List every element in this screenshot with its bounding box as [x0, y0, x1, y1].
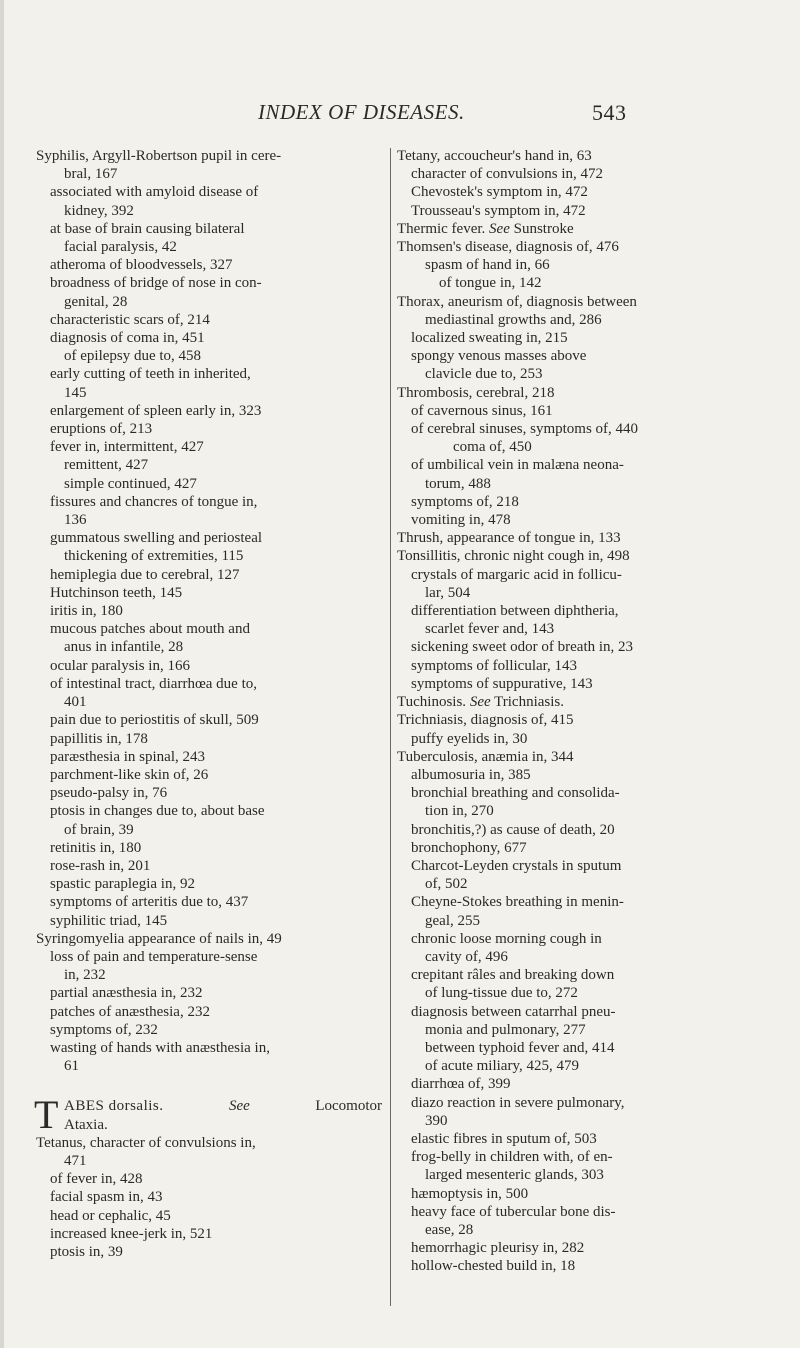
index-entry: of cerebral sinuses, symptoms of, 440	[411, 421, 639, 438]
tabes-line	[64, 1097, 382, 1115]
trichinosis-heading: Tuchinosis.	[397, 694, 467, 711]
index-entry: pseudo-palsy in, 76	[50, 785, 168, 802]
index-entry: spastic paraplegia in, 92	[50, 876, 195, 893]
index-entry: Hutchinson teeth, 145	[50, 584, 183, 601]
index-entry: spasm of hand in, 66	[425, 257, 550, 274]
index-entry: of acute miliary, 425, 479	[425, 1058, 579, 1075]
index-entry: of tongue in, 142	[439, 275, 542, 292]
index-entry: loss of pain and temperature-sense	[50, 948, 258, 965]
index-entry: monia and pulmonary, 277	[425, 1021, 586, 1038]
index-entry-thermic	[397, 220, 744, 238]
index-entry: Syringomyelia appearance of nails in, 49	[36, 930, 282, 947]
index-entry: scarlet fever and, 143	[425, 621, 555, 638]
index-entry: tion in, 270	[425, 803, 494, 820]
index-entry: 401	[64, 694, 87, 711]
index-entry: ocular paralysis in, 166	[50, 657, 190, 674]
see-reference: See	[489, 220, 510, 237]
index-entry: mediastinal growths and, 286	[425, 311, 602, 328]
index-entry: of cavernous sinus, 161	[411, 402, 553, 419]
index-entry: symptoms of, 232	[50, 1021, 158, 1038]
index-entry: wasting of hands with anæsthesia in,	[50, 1039, 270, 1056]
index-entry: facial paralysis, 42	[64, 239, 177, 256]
page-number: 543	[592, 100, 627, 125]
index-entry: of epilepsy due to, 458	[64, 348, 202, 365]
index-entry: torum, 488	[425, 475, 491, 492]
index-entry: Syphilis, Argyll-Robertson pupil in cere-	[36, 148, 282, 164]
index-entry: 390	[425, 1112, 448, 1129]
index-entry: simple continued, 427	[64, 475, 197, 492]
index-entry: symptoms of follicular, 143	[411, 657, 578, 674]
index-entry: bronchial breathing and consolida-	[411, 785, 620, 802]
index-entry: atheroma of bloodvessels, 327	[50, 257, 233, 274]
index-entry: gummatous swelling and periosteal	[50, 530, 263, 547]
index-entry: clavicle due to, 253	[425, 366, 543, 383]
index-entry: syphilitic triad, 145	[50, 912, 168, 929]
index-entry: of fever in, 428	[50, 1171, 143, 1188]
see-reference: See	[469, 694, 491, 711]
index-entry: papillitis in, 178	[50, 730, 148, 747]
index-entry: in, 232	[64, 967, 106, 984]
header-title: INDEX OF DISEASES.	[258, 100, 465, 124]
index-entry: diagnosis of coma in, 451	[50, 330, 205, 347]
index-entry: bronchophony, 677	[411, 839, 527, 856]
running-header	[258, 100, 648, 125]
index-entry: ease, 28	[425, 1221, 474, 1238]
index-entry: symptoms of suppurative, 143	[411, 675, 593, 692]
index-entry: of, 502	[425, 876, 468, 893]
index-entry: Thrush, appearance of tongue in, 133	[397, 530, 621, 547]
index-entry: increased knee-jerk in, 521	[50, 1225, 213, 1242]
index-entry: Ataxia.	[64, 1116, 108, 1133]
index-entry: remittent, 427	[64, 457, 149, 474]
index-entry: anus in infantile, 28	[64, 639, 184, 656]
index-entry: localized sweating in, 215	[411, 330, 568, 347]
index-entry: associated with amyloid disease of	[50, 184, 259, 201]
index-entry: cavity of, 496	[425, 948, 508, 965]
index-entry: 61	[64, 1058, 79, 1075]
index-entry: geal, 255	[425, 912, 480, 929]
index-entry: character of convulsions in, 472	[411, 166, 604, 183]
index-entry: larged mesenteric glands, 303	[425, 1167, 604, 1184]
index-entry: Cheyne-Stokes breathing in menin-	[411, 894, 624, 911]
index-entry: chronic loose morning cough in	[411, 930, 602, 947]
index-entry: 145	[64, 384, 87, 401]
index-entry: of brain, 39	[64, 821, 134, 838]
index-entry: hemorrhagic pleurisy in, 282	[411, 1240, 585, 1257]
index-entry: crystals of margaric acid in follicu-	[411, 566, 622, 583]
index-entry: hæmoptysis in, 500	[411, 1185, 529, 1202]
cross-reference: Locomotor	[315, 1098, 382, 1115]
index-entry: of umbilical vein in malæna neona-	[411, 457, 624, 474]
index-entry: fever in, intermittent, 427	[50, 439, 204, 456]
index-entry: Chevostek's symptom in, 472	[411, 184, 588, 201]
index-entry: thickening of extremities, 115	[64, 548, 244, 565]
index-entry-trichinosis	[397, 693, 744, 711]
cross-reference: Sunstroke	[513, 220, 574, 237]
column-divider	[390, 148, 391, 1306]
index-entry: ptosis in, 39	[50, 1243, 123, 1260]
thermic-heading: Thermic fever.	[397, 220, 486, 237]
index-entry: sickening sweet odor of breath in, 23	[411, 639, 634, 656]
index-entry: rose-rash in, 201	[50, 857, 151, 874]
index-entry: head or cephalic, 45	[50, 1207, 171, 1224]
index-entry: elastic fibres in sputum of, 503	[411, 1130, 597, 1147]
index-entry: Thomsen's disease, diagnosis of, 476	[397, 239, 619, 256]
index-entry: partial anæsthesia in, 232	[50, 985, 203, 1002]
index-entry: symptoms of arteritis due to, 437	[50, 894, 249, 911]
index-entry: hollow-chested build in, 18	[411, 1258, 576, 1275]
index-entry: parchment-like skin of, 26	[50, 766, 209, 783]
drop-cap: T	[34, 1092, 59, 1138]
left-column	[36, 147, 382, 1261]
index-entry: paræsthesia in spinal, 243	[50, 748, 205, 765]
index-entry: Tuberculosis, anæmia in, 344	[397, 748, 574, 765]
index-entry: 471	[64, 1152, 87, 1169]
index-entry: of intestinal tract, diarrhœa due to,	[50, 675, 258, 692]
index-entry: pain due to periostitis of skull, 509	[50, 712, 259, 729]
index-entry: symptoms of, 218	[411, 493, 519, 510]
index-entry: Thorax, aneurism of, diagnosis between	[397, 293, 637, 310]
cross-reference: Trichniasis.	[494, 694, 564, 711]
index-entry: mucous patches about mouth and	[50, 621, 250, 638]
tabes-heading: ABES dorsalis.	[64, 1098, 164, 1115]
index-entry: Tetany, accoucheur's hand in, 63	[397, 148, 592, 164]
index-entry: coma of, 450	[453, 439, 532, 456]
see-reference: See	[229, 1098, 250, 1115]
index-entry: Thrombosis, cerebral, 218	[397, 384, 555, 401]
index-entry: crepitant râles and breaking down	[411, 967, 615, 984]
index-entry: Trichniasis, diagnosis of, 415	[397, 712, 574, 729]
index-entry: lar, 504	[425, 584, 471, 601]
index-entry: vomiting in, 478	[411, 512, 511, 529]
index-entry: eruptions of, 213	[50, 421, 153, 438]
index-entry: of lung-tissue due to, 272	[425, 985, 578, 1002]
index-entry: Charcot-Leyden crystals in sputum	[411, 857, 622, 874]
index-entry: spongy venous masses above	[411, 348, 587, 365]
letter-gap	[36, 1075, 382, 1097]
index-entry: puffy eyelids in, 30	[411, 730, 528, 747]
index-entry: Tetanus, character of convulsions in,	[36, 1134, 256, 1151]
index-entry: facial spasm in, 43	[50, 1189, 163, 1206]
index-entry: genital, 28	[64, 293, 128, 310]
index-entry: bral, 167	[64, 166, 118, 183]
page-edge	[0, 0, 4, 1348]
index-entry: albumosuria in, 385	[411, 766, 531, 783]
index-entry: at base of brain causing bilateral	[50, 220, 245, 237]
index-entry: 136	[64, 512, 87, 529]
index-entry: Trousseau's symptom in, 472	[411, 202, 586, 219]
index-entry: diagnosis between catarrhal pneu-	[411, 1003, 616, 1020]
index-entry: patches of anæsthesia, 232	[50, 1003, 210, 1020]
index-entry: early cutting of teeth in inherited,	[50, 366, 251, 383]
index-entry: diazo reaction in severe pulmonary,	[411, 1094, 625, 1111]
index-entry: hemiplegia due to cerebral, 127	[50, 566, 240, 583]
index-entry: differentiation between diphtheria,	[411, 603, 619, 620]
index-entry: iritis in, 180	[50, 603, 123, 620]
index-entry: kidney, 392	[64, 202, 134, 219]
index-entry: heavy face of tubercular bone dis-	[411, 1203, 616, 1220]
index-entry: ptosis in changes due to, about base	[50, 803, 265, 820]
index-entry: bronchitis,?) as cause of death, 20	[411, 821, 615, 838]
index-entry: between typhoid fever and, 414	[425, 1039, 615, 1056]
index-entry: broadness of bridge of nose in con-	[50, 275, 262, 292]
index-entry: retinitis in, 180	[50, 839, 142, 856]
index-entry: enlargement of spleen early in, 323	[50, 402, 262, 419]
index-entry: diarrhœa of, 399	[411, 1076, 511, 1093]
index-entry: Tonsillitis, chronic night cough in, 498	[397, 548, 630, 565]
index-entry: fissures and chancres of tongue in,	[50, 493, 258, 510]
index-entry: frog-belly in children with, of en-	[411, 1149, 613, 1166]
right-column	[397, 147, 744, 1276]
index-entry: characteristic scars of, 214	[50, 311, 210, 328]
